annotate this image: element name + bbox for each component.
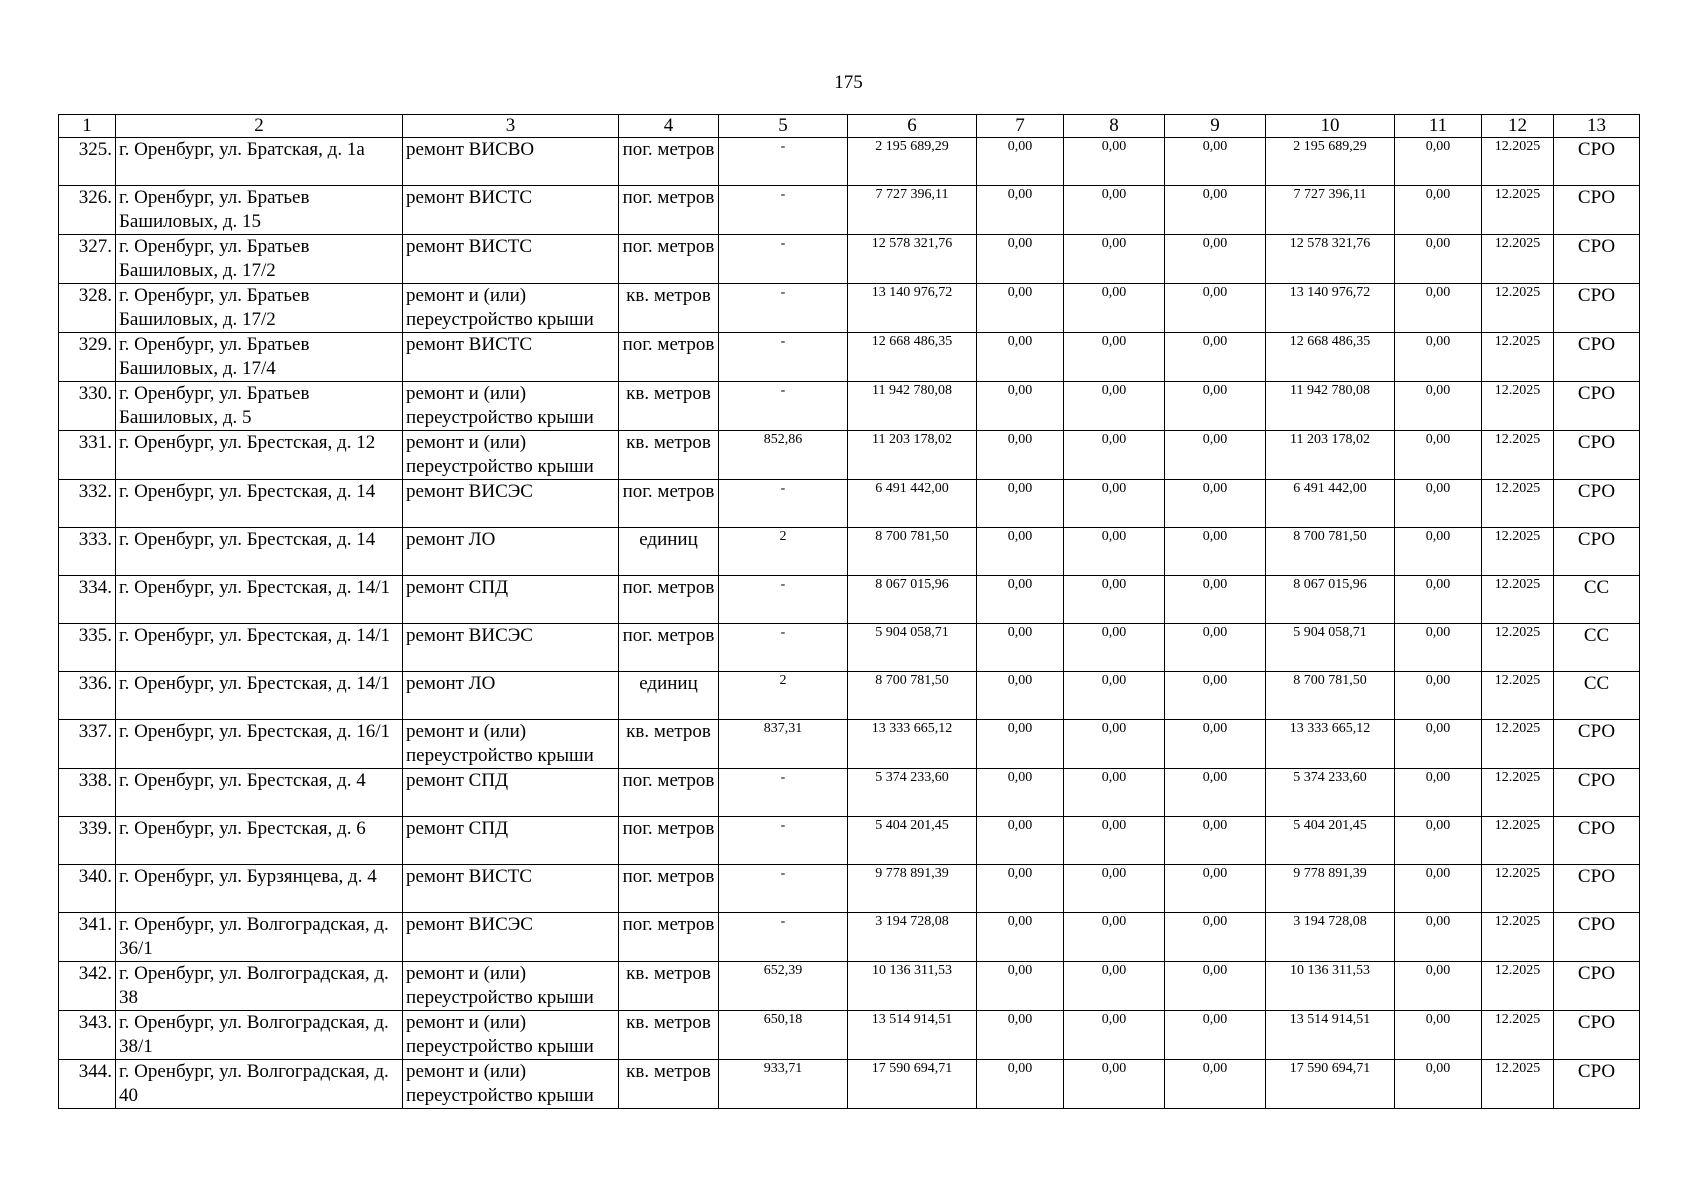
table-row	[59, 769, 1640, 817]
header-row	[59, 115, 1640, 138]
fund-source-cell: СРО	[1554, 480, 1640, 528]
table-row	[59, 1060, 1640, 1109]
work-type-cell: ремонт ВИСЭС	[403, 913, 619, 962]
work-type-cell: ремонт и (или) переустройство крыши	[403, 284, 619, 333]
total-cost-cell: 7 727 396,11	[848, 186, 977, 235]
unit-cell: пог. метров	[619, 913, 719, 962]
cost-col10-cell: 5 404 201,45	[1266, 817, 1395, 865]
total-cost-cell: 9 778 891,39	[848, 865, 977, 913]
cost-col7-cell: 0,00	[977, 186, 1064, 235]
cost-col11-cell: 0,00	[1395, 624, 1482, 672]
page-number: 175	[834, 72, 863, 93]
table-row	[59, 480, 1640, 528]
work-type-cell: ремонт и (или) переустройство крыши	[403, 431, 619, 480]
deadline-cell: 12.2025	[1482, 913, 1554, 962]
volume-cell: 2	[719, 672, 848, 720]
address-cell: г. Оренбург, ул. Братьев Башиловых, д. 17/4	[116, 333, 403, 382]
deadline-cell: 12.2025	[1482, 333, 1554, 382]
cost-col9-cell: 0,00	[1165, 480, 1266, 528]
fund-source-cell: СС	[1554, 576, 1640, 624]
table-row	[59, 333, 1640, 382]
cost-col10-cell: 11 942 780,08	[1266, 382, 1395, 431]
row-number-cell: 338.	[59, 769, 116, 817]
cost-col8-cell: 0,00	[1064, 865, 1165, 913]
row-number-cell: 337.	[59, 720, 116, 769]
deadline-cell: 12.2025	[1482, 431, 1554, 480]
cost-col8-cell: 0,00	[1064, 624, 1165, 672]
unit-cell: пог. метров	[619, 480, 719, 528]
cost-col10-cell: 13 514 914,51	[1266, 1011, 1395, 1060]
cost-col11-cell: 0,00	[1395, 720, 1482, 769]
deadline-cell: 12.2025	[1482, 720, 1554, 769]
unit-cell: пог. метров	[619, 235, 719, 284]
table-row	[59, 913, 1640, 962]
address-cell: г. Оренбург, ул. Брестская, д. 14/1	[116, 672, 403, 720]
table-row	[59, 382, 1640, 431]
work-type-cell: ремонт СПД	[403, 817, 619, 865]
cost-col11-cell: 0,00	[1395, 1060, 1482, 1109]
volume-cell: 837,31	[719, 720, 848, 769]
row-number-cell: 325.	[59, 138, 116, 186]
deadline-cell: 12.2025	[1482, 235, 1554, 284]
cost-col8-cell: 0,00	[1064, 235, 1165, 284]
cost-col11-cell: 0,00	[1395, 235, 1482, 284]
deadline-cell: 12.2025	[1482, 962, 1554, 1011]
cost-col10-cell: 13 333 665,12	[1266, 720, 1395, 769]
volume-cell: 650,18	[719, 1011, 848, 1060]
total-cost-cell: 5 374 233,60	[848, 769, 977, 817]
cost-col11-cell: 0,00	[1395, 913, 1482, 962]
cost-col8-cell: 0,00	[1064, 672, 1165, 720]
volume-cell: 852,86	[719, 431, 848, 480]
cost-col10-cell: 2 195 689,29	[1266, 138, 1395, 186]
address-cell: г. Оренбург, ул. Брестская, д. 14	[116, 528, 403, 576]
cost-col11-cell: 0,00	[1395, 186, 1482, 235]
cost-col10-cell: 17 590 694,71	[1266, 1060, 1395, 1109]
unit-cell: пог. метров	[619, 186, 719, 235]
deadline-cell: 12.2025	[1482, 672, 1554, 720]
work-type-cell: ремонт ВИСЭС	[403, 480, 619, 528]
header-cell: 10	[1266, 115, 1395, 138]
cost-col9-cell: 0,00	[1165, 720, 1266, 769]
row-number-cell: 329.	[59, 333, 116, 382]
fund-source-cell: СРО	[1554, 865, 1640, 913]
row-number-cell: 335.	[59, 624, 116, 672]
total-cost-cell: 3 194 728,08	[848, 913, 977, 962]
volume-cell: -	[719, 186, 848, 235]
cost-col8-cell: 0,00	[1064, 431, 1165, 480]
cost-col9-cell: 0,00	[1165, 962, 1266, 1011]
total-cost-cell: 8 700 781,50	[848, 672, 977, 720]
cost-col9-cell: 0,00	[1165, 769, 1266, 817]
address-cell: г. Оренбург, ул. Братьев Башиловых, д. 15	[116, 186, 403, 235]
work-type-cell: ремонт и (или) переустройство крыши	[403, 720, 619, 769]
cost-col11-cell: 0,00	[1395, 817, 1482, 865]
cost-col11-cell: 0,00	[1395, 138, 1482, 186]
unit-cell: пог. метров	[619, 865, 719, 913]
cost-col7-cell: 0,00	[977, 138, 1064, 186]
unit-cell: кв. метров	[619, 1060, 719, 1109]
total-cost-cell: 5 904 058,71	[848, 624, 977, 672]
cost-col11-cell: 0,00	[1395, 576, 1482, 624]
deadline-cell: 12.2025	[1482, 284, 1554, 333]
fund-source-cell: СРО	[1554, 528, 1640, 576]
cost-col7-cell: 0,00	[977, 865, 1064, 913]
cost-col8-cell: 0,00	[1064, 528, 1165, 576]
cost-col11-cell: 0,00	[1395, 528, 1482, 576]
unit-cell: пог. метров	[619, 576, 719, 624]
cost-col9-cell: 0,00	[1165, 817, 1266, 865]
header-cell: 1	[59, 115, 116, 138]
cost-col11-cell: 0,00	[1395, 1011, 1482, 1060]
cost-col9-cell: 0,00	[1165, 528, 1266, 576]
deadline-cell: 12.2025	[1482, 865, 1554, 913]
address-cell: г. Оренбург, ул. Брестская, д. 6	[116, 817, 403, 865]
table-row	[59, 962, 1640, 1011]
row-number-cell: 344.	[59, 1060, 116, 1109]
cost-col7-cell: 0,00	[977, 480, 1064, 528]
cost-col8-cell: 0,00	[1064, 1011, 1165, 1060]
cost-col9-cell: 0,00	[1165, 913, 1266, 962]
cost-col10-cell: 10 136 311,53	[1266, 962, 1395, 1011]
cost-col7-cell: 0,00	[977, 1060, 1064, 1109]
cost-col7-cell: 0,00	[977, 1011, 1064, 1060]
volume-cell: -	[719, 138, 848, 186]
deadline-cell: 12.2025	[1482, 1011, 1554, 1060]
cost-col11-cell: 0,00	[1395, 284, 1482, 333]
fund-source-cell: СРО	[1554, 1011, 1640, 1060]
fund-source-cell: СС	[1554, 672, 1640, 720]
cost-col8-cell: 0,00	[1064, 333, 1165, 382]
works-table	[58, 114, 1640, 1109]
cost-col10-cell: 7 727 396,11	[1266, 186, 1395, 235]
header-cell: 7	[977, 115, 1064, 138]
fund-source-cell: СРО	[1554, 913, 1640, 962]
address-cell: г. Оренбург, ул. Братьев Башиловых, д. 17/2	[116, 284, 403, 333]
cost-col7-cell: 0,00	[977, 576, 1064, 624]
table-row	[59, 817, 1640, 865]
address-cell: г. Оренбург, ул. Брестская, д. 14	[116, 480, 403, 528]
fund-source-cell: СРО	[1554, 962, 1640, 1011]
cost-col8-cell: 0,00	[1064, 576, 1165, 624]
cost-col8-cell: 0,00	[1064, 186, 1165, 235]
cost-col11-cell: 0,00	[1395, 672, 1482, 720]
address-cell: г. Оренбург, ул. Брестская, д. 4	[116, 769, 403, 817]
fund-source-cell: СРО	[1554, 1060, 1640, 1109]
work-type-cell: ремонт СПД	[403, 576, 619, 624]
total-cost-cell: 13 514 914,51	[848, 1011, 977, 1060]
header-cell: 8	[1064, 115, 1165, 138]
row-number-cell: 328.	[59, 284, 116, 333]
cost-col9-cell: 0,00	[1165, 138, 1266, 186]
cost-col11-cell: 0,00	[1395, 865, 1482, 913]
cost-col11-cell: 0,00	[1395, 382, 1482, 431]
unit-cell: кв. метров	[619, 431, 719, 480]
fund-source-cell: СРО	[1554, 817, 1640, 865]
row-number-cell: 339.	[59, 817, 116, 865]
table-body	[59, 138, 1640, 1109]
cost-col8-cell: 0,00	[1064, 720, 1165, 769]
cost-col10-cell: 12 578 321,76	[1266, 235, 1395, 284]
work-type-cell: ремонт ВИСТС	[403, 186, 619, 235]
table-row	[59, 528, 1640, 576]
cost-col8-cell: 0,00	[1064, 1060, 1165, 1109]
table-row	[59, 672, 1640, 720]
total-cost-cell: 12 668 486,35	[848, 333, 977, 382]
cost-col10-cell: 8 700 781,50	[1266, 528, 1395, 576]
address-cell: г. Оренбург, ул. Волгоградская, д. 40	[116, 1060, 403, 1109]
address-cell: г. Оренбург, ул. Брестская, д. 14/1	[116, 624, 403, 672]
cost-col10-cell: 13 140 976,72	[1266, 284, 1395, 333]
cost-col10-cell: 11 203 178,02	[1266, 431, 1395, 480]
address-cell: г. Оренбург, ул. Волгоградская, д. 38/1	[116, 1011, 403, 1060]
deadline-cell: 12.2025	[1482, 528, 1554, 576]
fund-source-cell: СРО	[1554, 720, 1640, 769]
deadline-cell: 12.2025	[1482, 817, 1554, 865]
total-cost-cell: 11 203 178,02	[848, 431, 977, 480]
work-type-cell: ремонт и (или) переустройство крыши	[403, 1060, 619, 1109]
cost-col10-cell: 5 904 058,71	[1266, 624, 1395, 672]
deadline-cell: 12.2025	[1482, 382, 1554, 431]
volume-cell: -	[719, 913, 848, 962]
unit-cell: единиц	[619, 528, 719, 576]
volume-cell: 933,71	[719, 1060, 848, 1109]
unit-cell: пог. метров	[619, 138, 719, 186]
cost-col11-cell: 0,00	[1395, 769, 1482, 817]
unit-cell: кв. метров	[619, 720, 719, 769]
deadline-cell: 12.2025	[1482, 624, 1554, 672]
address-cell: г. Оренбург, ул. Брестская, д. 16/1	[116, 720, 403, 769]
address-cell: г. Оренбург, ул. Братьев Башиловых, д. 5	[116, 382, 403, 431]
address-cell: г. Оренбург, ул. Братьев Башиловых, д. 17/2	[116, 235, 403, 284]
cost-col7-cell: 0,00	[977, 284, 1064, 333]
work-type-cell: ремонт ВИСЭС	[403, 624, 619, 672]
deadline-cell: 12.2025	[1482, 138, 1554, 186]
deadline-cell: 12.2025	[1482, 480, 1554, 528]
row-number-cell: 326.	[59, 186, 116, 235]
unit-cell: единиц	[619, 672, 719, 720]
fund-source-cell: СРО	[1554, 186, 1640, 235]
volume-cell: -	[719, 576, 848, 624]
volume-cell: -	[719, 769, 848, 817]
cost-col7-cell: 0,00	[977, 672, 1064, 720]
cost-col7-cell: 0,00	[977, 913, 1064, 962]
header-cell: 12	[1482, 115, 1554, 138]
fund-source-cell: СРО	[1554, 284, 1640, 333]
header-cell: 6	[848, 115, 977, 138]
total-cost-cell: 6 491 442,00	[848, 480, 977, 528]
total-cost-cell: 5 404 201,45	[848, 817, 977, 865]
fund-source-cell: СРО	[1554, 769, 1640, 817]
table-row	[59, 235, 1640, 284]
work-type-cell: ремонт ВИСТС	[403, 865, 619, 913]
cost-col8-cell: 0,00	[1064, 480, 1165, 528]
row-number-cell: 343.	[59, 1011, 116, 1060]
table-row	[59, 431, 1640, 480]
work-type-cell: ремонт и (или) переустройство крыши	[403, 382, 619, 431]
table-row	[59, 186, 1640, 235]
cost-col10-cell: 5 374 233,60	[1266, 769, 1395, 817]
cost-col7-cell: 0,00	[977, 817, 1064, 865]
cost-col10-cell: 6 491 442,00	[1266, 480, 1395, 528]
volume-cell: -	[719, 624, 848, 672]
cost-col9-cell: 0,00	[1165, 865, 1266, 913]
cost-col7-cell: 0,00	[977, 528, 1064, 576]
address-cell: г. Оренбург, ул. Волгоградская, д. 36/1	[116, 913, 403, 962]
row-number-cell: 330.	[59, 382, 116, 431]
cost-col9-cell: 0,00	[1165, 382, 1266, 431]
row-number-cell: 336.	[59, 672, 116, 720]
unit-cell: пог. метров	[619, 333, 719, 382]
table-row	[59, 138, 1640, 186]
fund-source-cell: СРО	[1554, 138, 1640, 186]
cost-col11-cell: 0,00	[1395, 480, 1482, 528]
fund-source-cell: СРО	[1554, 431, 1640, 480]
cost-col10-cell: 9 778 891,39	[1266, 865, 1395, 913]
header-cell: 3	[403, 115, 619, 138]
cost-col9-cell: 0,00	[1165, 431, 1266, 480]
row-number-cell: 334.	[59, 576, 116, 624]
table-row	[59, 576, 1640, 624]
header-cell: 13	[1554, 115, 1640, 138]
fund-source-cell: СС	[1554, 624, 1640, 672]
volume-cell: -	[719, 333, 848, 382]
header-cell: 4	[619, 115, 719, 138]
cost-col9-cell: 0,00	[1165, 1060, 1266, 1109]
cost-col11-cell: 0,00	[1395, 333, 1482, 382]
cost-col8-cell: 0,00	[1064, 284, 1165, 333]
unit-cell: кв. метров	[619, 962, 719, 1011]
cost-col9-cell: 0,00	[1165, 235, 1266, 284]
cost-col10-cell: 8 700 781,50	[1266, 672, 1395, 720]
row-number-cell: 341.	[59, 913, 116, 962]
row-number-cell: 333.	[59, 528, 116, 576]
total-cost-cell: 10 136 311,53	[848, 962, 977, 1011]
total-cost-cell: 2 195 689,29	[848, 138, 977, 186]
cost-col8-cell: 0,00	[1064, 913, 1165, 962]
work-type-cell: ремонт ВИСТС	[403, 333, 619, 382]
cost-col9-cell: 0,00	[1165, 672, 1266, 720]
unit-cell: кв. метров	[619, 382, 719, 431]
total-cost-cell: 8 700 781,50	[848, 528, 977, 576]
header-cell: 11	[1395, 115, 1482, 138]
volume-cell: -	[719, 382, 848, 431]
address-cell: г. Оренбург, ул. Бурзянцева, д. 4	[116, 865, 403, 913]
work-type-cell: ремонт ЛО	[403, 528, 619, 576]
volume-cell: 2	[719, 528, 848, 576]
address-cell: г. Оренбург, ул. Братская, д. 1а	[116, 138, 403, 186]
total-cost-cell: 17 590 694,71	[848, 1060, 977, 1109]
cost-col7-cell: 0,00	[977, 431, 1064, 480]
fund-source-cell: СРО	[1554, 235, 1640, 284]
cost-col7-cell: 0,00	[977, 624, 1064, 672]
work-type-cell: ремонт СПД	[403, 769, 619, 817]
cost-col8-cell: 0,00	[1064, 817, 1165, 865]
fund-source-cell: СРО	[1554, 333, 1640, 382]
address-cell: г. Оренбург, ул. Брестская, д. 12	[116, 431, 403, 480]
header-cell: 2	[116, 115, 403, 138]
cost-col9-cell: 0,00	[1165, 284, 1266, 333]
total-cost-cell: 8 067 015,96	[848, 576, 977, 624]
cost-col9-cell: 0,00	[1165, 186, 1266, 235]
address-cell: г. Оренбург, ул. Волгоградская, д. 38	[116, 962, 403, 1011]
cost-col9-cell: 0,00	[1165, 576, 1266, 624]
unit-cell: кв. метров	[619, 1011, 719, 1060]
volume-cell: -	[719, 235, 848, 284]
work-type-cell: ремонт и (или) переустройство крыши	[403, 1011, 619, 1060]
unit-cell: пог. метров	[619, 769, 719, 817]
total-cost-cell: 11 942 780,08	[848, 382, 977, 431]
cost-col8-cell: 0,00	[1064, 382, 1165, 431]
total-cost-cell: 12 578 321,76	[848, 235, 977, 284]
row-number-cell: 327.	[59, 235, 116, 284]
cost-col7-cell: 0,00	[977, 382, 1064, 431]
work-type-cell: ремонт ВИСВО	[403, 138, 619, 186]
fund-source-cell: СРО	[1554, 382, 1640, 431]
cost-col8-cell: 0,00	[1064, 138, 1165, 186]
volume-cell: -	[719, 480, 848, 528]
row-number-cell: 342.	[59, 962, 116, 1011]
cost-col7-cell: 0,00	[977, 235, 1064, 284]
cost-col11-cell: 0,00	[1395, 962, 1482, 1011]
address-cell: г. Оренбург, ул. Брестская, д. 14/1	[116, 576, 403, 624]
cost-col7-cell: 0,00	[977, 769, 1064, 817]
work-type-cell: ремонт ВИСТС	[403, 235, 619, 284]
row-number-cell: 340.	[59, 865, 116, 913]
unit-cell: кв. метров	[619, 284, 719, 333]
cost-col9-cell: 0,00	[1165, 333, 1266, 382]
work-type-cell: ремонт ЛО	[403, 672, 619, 720]
row-number-cell: 332.	[59, 480, 116, 528]
header-cell: 9	[1165, 115, 1266, 138]
row-number-cell: 331.	[59, 431, 116, 480]
total-cost-cell: 13 333 665,12	[848, 720, 977, 769]
deadline-cell: 12.2025	[1482, 1060, 1554, 1109]
header-cell: 5	[719, 115, 848, 138]
volume-cell: -	[719, 817, 848, 865]
table-row	[59, 865, 1640, 913]
cost-col9-cell: 0,00	[1165, 624, 1266, 672]
cost-col8-cell: 0,00	[1064, 962, 1165, 1011]
cost-col7-cell: 0,00	[977, 333, 1064, 382]
cost-col10-cell: 8 067 015,96	[1266, 576, 1395, 624]
table-row	[59, 284, 1640, 333]
unit-cell: пог. метров	[619, 817, 719, 865]
volume-cell: 652,39	[719, 962, 848, 1011]
cost-col10-cell: 3 194 728,08	[1266, 913, 1395, 962]
deadline-cell: 12.2025	[1482, 769, 1554, 817]
table-row	[59, 720, 1640, 769]
volume-cell: -	[719, 284, 848, 333]
deadline-cell: 12.2025	[1482, 186, 1554, 235]
cost-col9-cell: 0,00	[1165, 1011, 1266, 1060]
cost-col8-cell: 0,00	[1064, 769, 1165, 817]
deadline-cell: 12.2025	[1482, 576, 1554, 624]
total-cost-cell: 13 140 976,72	[848, 284, 977, 333]
table-row	[59, 1011, 1640, 1060]
table-row	[59, 624, 1640, 672]
volume-cell: -	[719, 865, 848, 913]
cost-col10-cell: 12 668 486,35	[1266, 333, 1395, 382]
cost-col11-cell: 0,00	[1395, 431, 1482, 480]
cost-col7-cell: 0,00	[977, 720, 1064, 769]
unit-cell: пог. метров	[619, 624, 719, 672]
cost-col7-cell: 0,00	[977, 962, 1064, 1011]
work-type-cell: ремонт и (или) переустройство крыши	[403, 962, 619, 1011]
